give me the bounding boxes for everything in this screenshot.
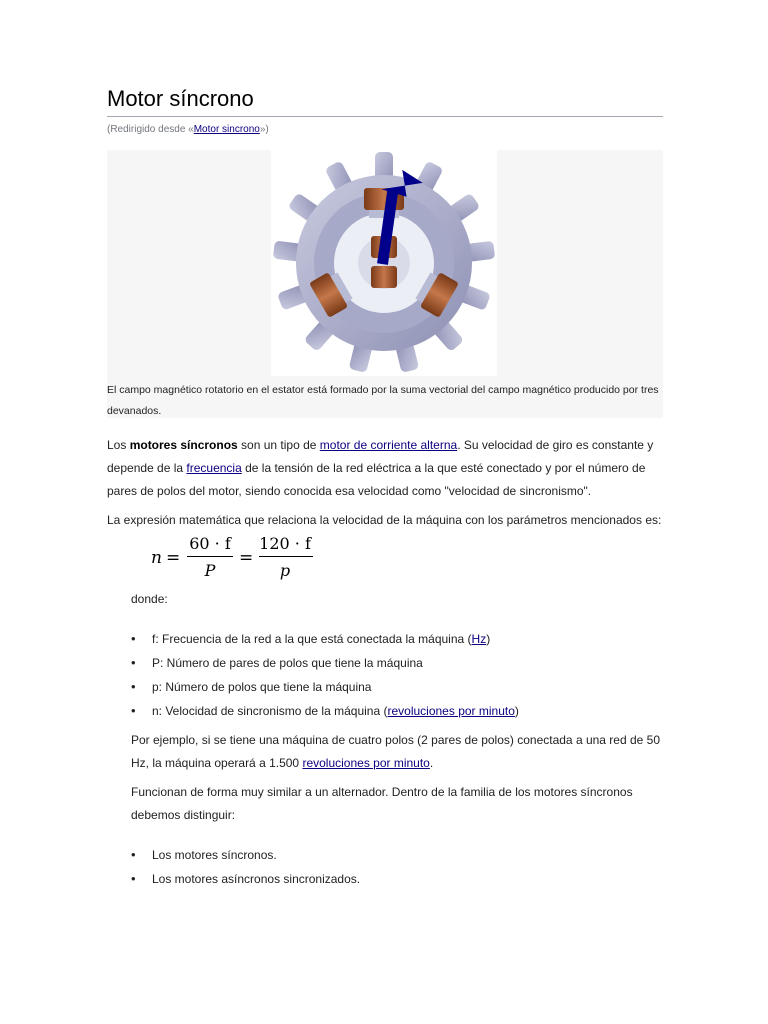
redirect-notice xyxy=(107,124,269,135)
formula-equals-2: = xyxy=(239,548,254,568)
intro-text-4: de la tensión de la red eléctrica a la que esté conectado y por el número de pares de polos del motor, siendo conocida esa velocidad como "velocidad de sincronismo". xyxy=(107,461,646,498)
types-list xyxy=(131,843,661,891)
var-f-end: ) xyxy=(486,632,491,646)
list-item: • Los motores síncronos. xyxy=(131,843,661,867)
var-f-text: f: Frecuencia de la red a la que está conectada la máquina ( xyxy=(152,632,472,646)
title-divider xyxy=(107,116,663,117)
formula-denominator-1: P xyxy=(204,561,216,580)
expression-intro: La expresión matemática que relaciona la velocidad de la máquina con los parámetros mencionados es: xyxy=(107,513,662,527)
intro-bold-term: motores síncronos xyxy=(129,438,238,452)
list-item: • Los motores asíncronos sincronizados. xyxy=(131,867,661,891)
intro-text-3: . Su velocidad de giro es constante y depende de la xyxy=(107,438,654,475)
formula-denominator-2: p xyxy=(279,561,291,580)
var-P-text: P: Número de pares de polos que tiene la máquina xyxy=(152,656,423,670)
redirect-suffix: ») xyxy=(259,124,269,135)
similar-paragraph: Funcionan de forma muy similar a un alternador. Dentro de la familia de los motores síncronos debemos distinguir: xyxy=(131,785,633,822)
intro-paragraph xyxy=(107,434,663,503)
variables-list xyxy=(131,627,661,723)
var-n-end: ) xyxy=(514,704,519,718)
motor-illustration xyxy=(271,150,497,376)
formula-equals-1: = xyxy=(166,548,181,568)
example-end: . xyxy=(429,756,434,770)
redirect-link[interactable]: Motor sincrono xyxy=(193,124,260,135)
list-item xyxy=(131,651,661,675)
list-item xyxy=(131,627,661,651)
link-rpm-example[interactable]: revoluciones por minuto xyxy=(302,756,430,770)
example-text: Por ejemplo, si se tiene una máquina de cuatro polos (2 pares de polos) conectada a una red de 50 Hz, la máquina operará a 1.500 xyxy=(131,733,661,770)
link-rpm[interactable]: revoluciones por minuto xyxy=(387,704,515,718)
intro-text-2: son un tipo de xyxy=(237,438,320,452)
rotating-field-animation[interactable] xyxy=(271,150,497,376)
redirect-prefix: (Redirigido desde « xyxy=(107,124,194,135)
donde-label: donde: xyxy=(131,592,168,606)
formula-fraction-bar-2 xyxy=(259,556,313,557)
figure-caption: El campo magnético rotatorio en el estator está formado por la suma vectorial del campo magnético producido por tres devanados. xyxy=(107,384,659,417)
link-hz[interactable]: Hz xyxy=(471,632,487,646)
speed-formula xyxy=(151,530,331,586)
figure-box xyxy=(107,150,663,418)
formula-fraction-bar-1 xyxy=(187,556,233,557)
example-paragraph xyxy=(131,729,663,775)
intro-text-1: Los xyxy=(107,438,130,452)
list-item xyxy=(131,675,661,699)
list-item xyxy=(131,699,661,723)
formula-numerator-1: 60 · f xyxy=(189,534,231,553)
rotor-coil-bottom xyxy=(371,266,397,288)
var-n-text: n: Velocidad de sincronismo de la máquina ( xyxy=(152,704,388,718)
link-frecuencia[interactable]: frecuencia xyxy=(186,461,242,475)
link-motor-corriente-alterna[interactable]: motor de corriente alterna xyxy=(319,438,458,452)
page-title: Motor síncrono xyxy=(107,86,254,111)
formula-n: n xyxy=(151,548,162,568)
var-p-text: p: Número de polos que tiene la máquina xyxy=(152,680,372,694)
formula-numerator-2: 120 · f xyxy=(259,534,311,553)
